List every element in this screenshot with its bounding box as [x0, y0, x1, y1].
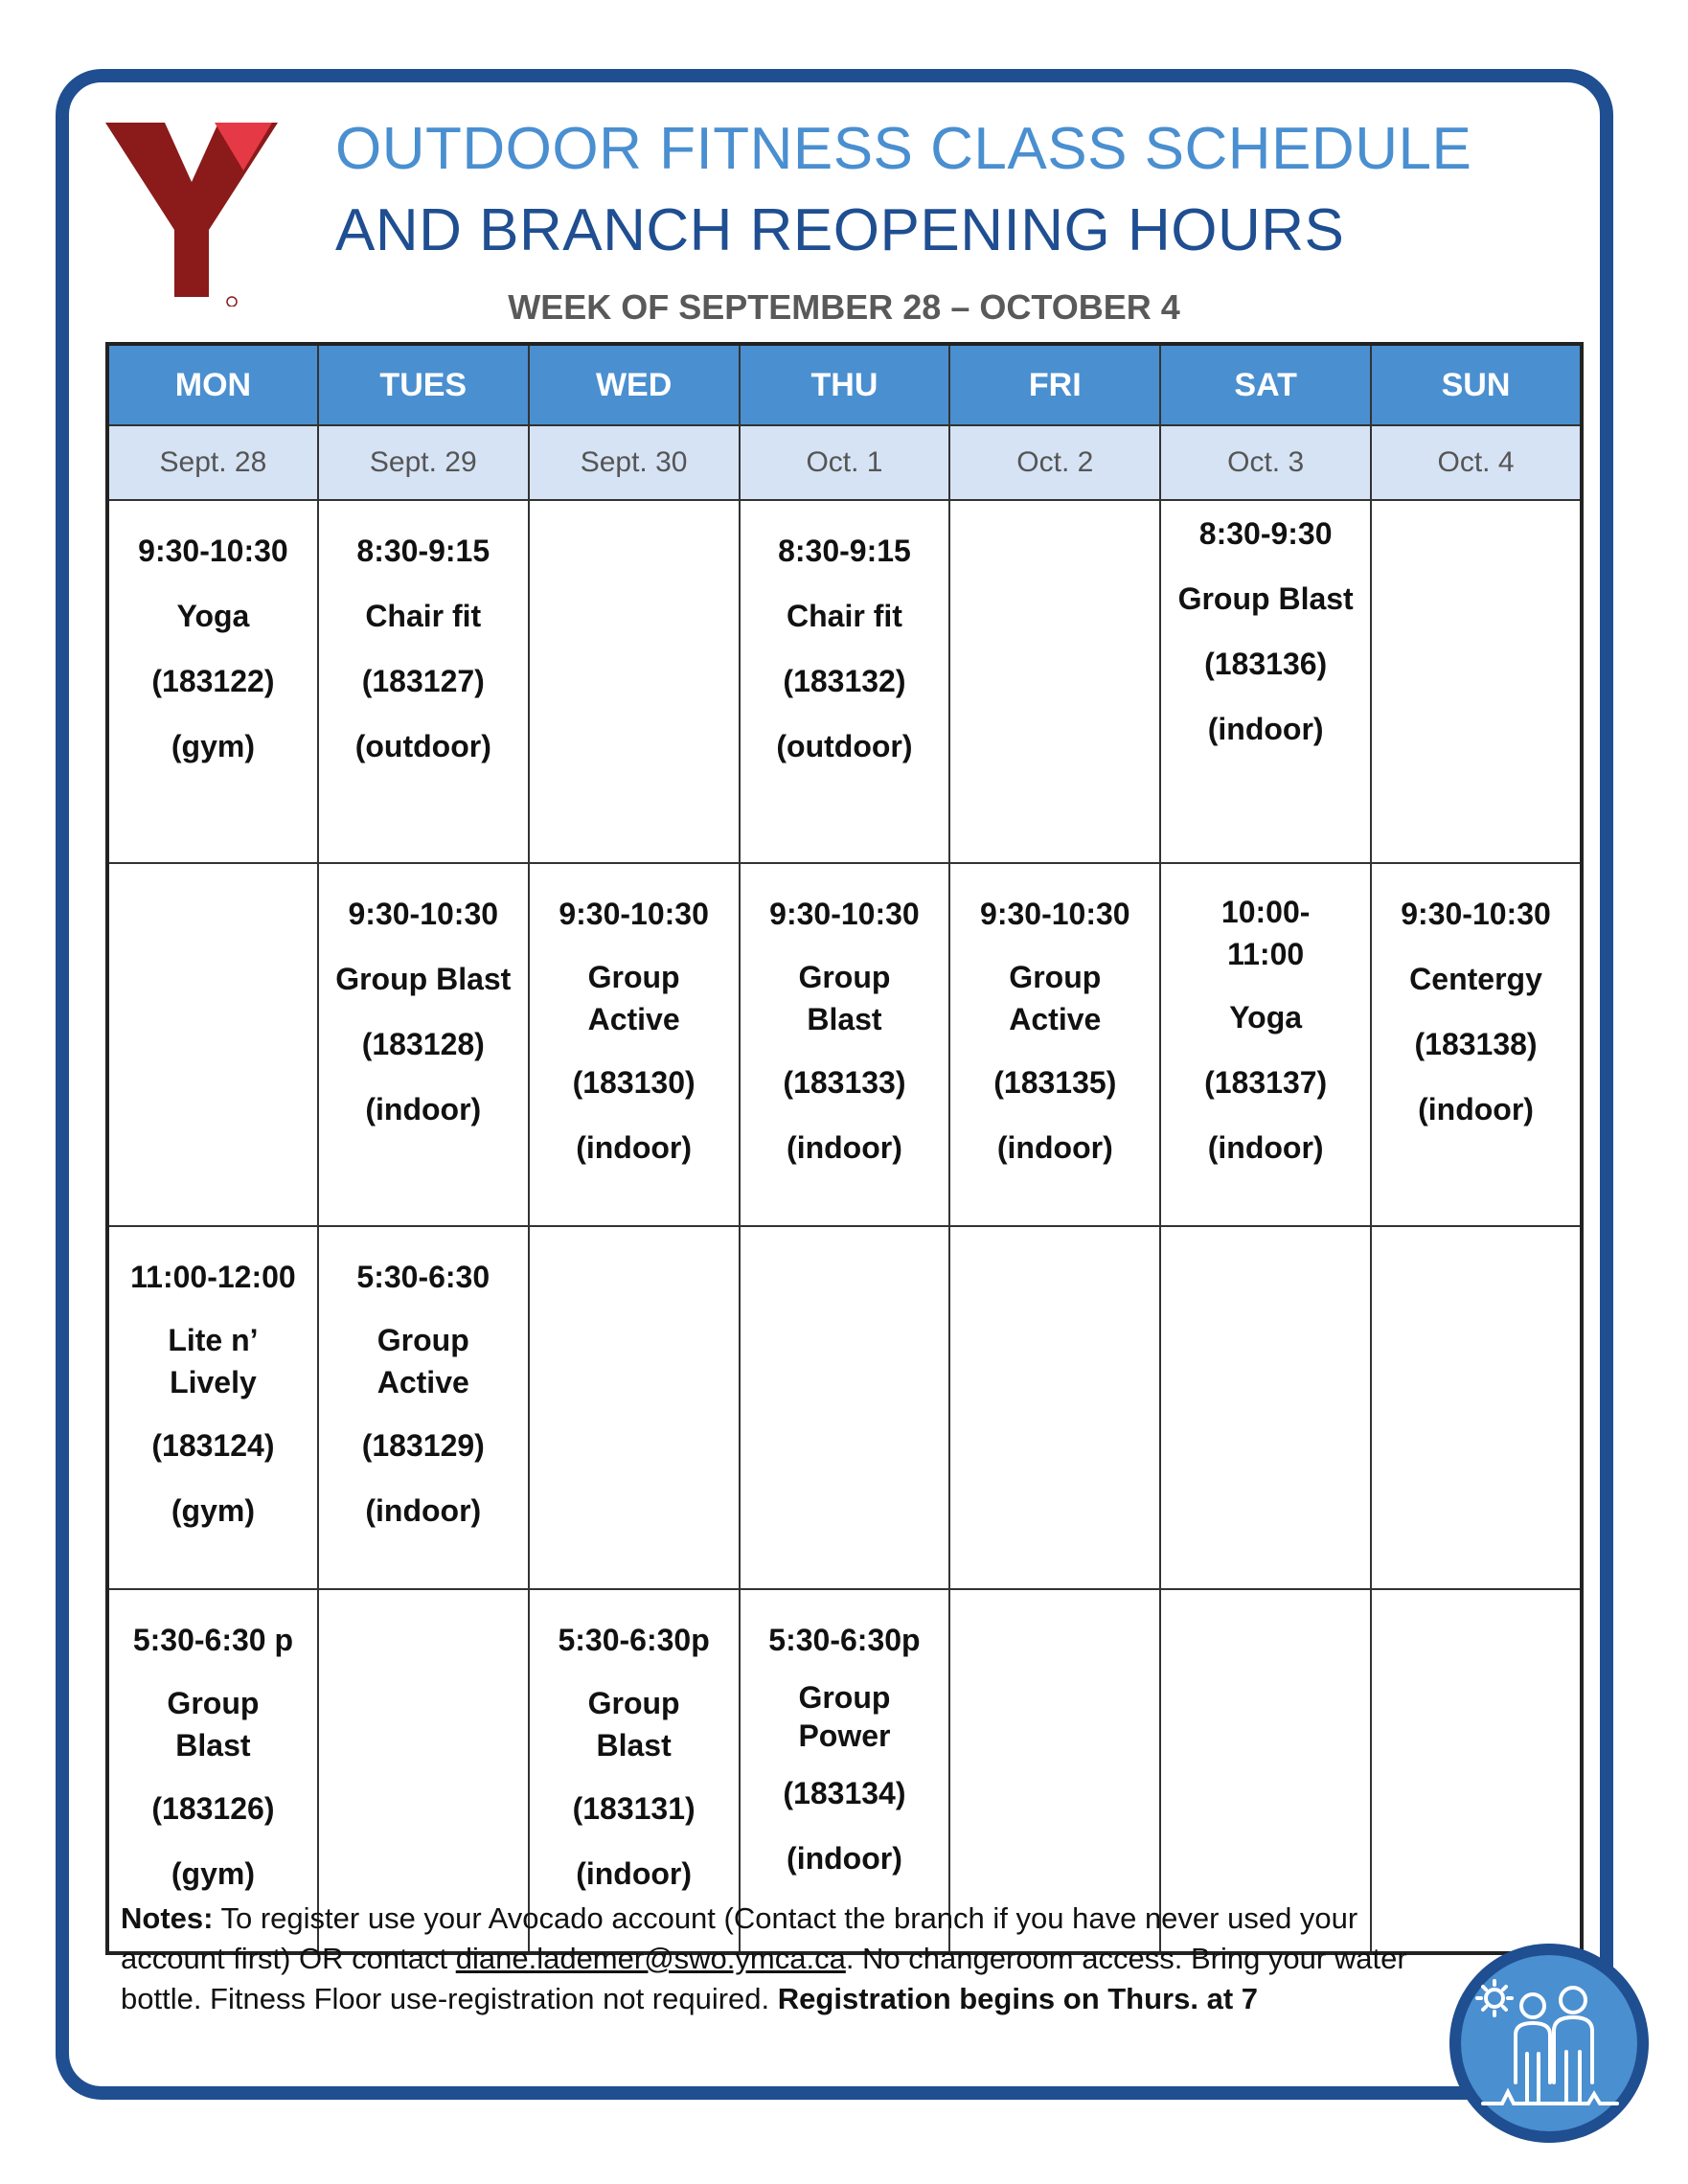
day-header: MON: [107, 344, 318, 425]
class-cell: [318, 1226, 529, 1589]
class-name: Group Active: [587, 960, 680, 1036]
page-title-line2: AND BRANCH REOPENING HOURS: [335, 197, 1345, 263]
class-location: (indoor): [576, 1856, 693, 1891]
class-code: (183133): [783, 1065, 906, 1100]
class-name: Group Power: [798, 1680, 891, 1753]
class-name: Group Blast: [587, 1686, 680, 1763]
class-location: (gym): [171, 1856, 255, 1891]
class-name: Group Blast: [798, 960, 891, 1036]
class-code: (183127): [361, 664, 485, 698]
class-code: (183137): [1204, 1065, 1328, 1100]
date-row: [107, 425, 1582, 500]
day-header-row: [107, 344, 1582, 425]
class-location: (indoor): [576, 1130, 693, 1165]
empty-cell: [529, 1226, 740, 1589]
class-time: 10:00-11:00: [1220, 895, 1311, 971]
class-cell: [1371, 863, 1582, 1226]
schedule-row: [107, 500, 1582, 863]
class-location: (indoor): [787, 1130, 902, 1165]
class-code: (183130): [572, 1065, 696, 1100]
date-cell: Sept. 29: [318, 425, 529, 500]
notes-label: Notes:: [121, 1901, 214, 1935]
class-cell: [949, 863, 1160, 1226]
class-cell: [740, 863, 950, 1226]
class-name: Group Blast: [335, 962, 512, 996]
class-time: 9:30-10:30: [769, 897, 920, 931]
class-location: (gym): [171, 1493, 255, 1528]
week-heading: WEEK OF SEPTEMBER 28 – OCTOBER 4: [508, 287, 1180, 327]
class-location: (indoor): [996, 1130, 1113, 1165]
class-cell: [1160, 863, 1371, 1226]
class-name: Yoga: [1229, 1000, 1303, 1035]
class-name: Chair fit: [787, 599, 902, 633]
day-header: WED: [529, 344, 740, 425]
class-code: (183138): [1414, 1027, 1538, 1061]
contact-email-link[interactable]: diane.lademer@swo.ymca.ca: [455, 1942, 846, 1975]
date-cell: Sept. 28: [107, 425, 318, 500]
class-name: Lite n’ Lively: [168, 1323, 259, 1399]
page-title-line1: OUTDOOR FITNESS CLASS SCHEDULE: [335, 116, 1472, 182]
class-code: (183135): [993, 1065, 1117, 1100]
date-cell: Oct. 3: [1160, 425, 1371, 500]
date-cell: Oct. 2: [949, 425, 1160, 500]
class-code: (183122): [151, 664, 275, 698]
date-cell: Oct. 4: [1371, 425, 1582, 500]
class-time: 8:30-9:30: [1198, 516, 1333, 551]
class-location: (indoor): [1207, 1130, 1324, 1165]
class-time: 8:30-9:15: [356, 534, 490, 568]
class-time: 5:30-6:30p: [558, 1623, 710, 1657]
class-time: 9:30-10:30: [348, 897, 499, 931]
class-time: 9:30-10:30: [1401, 897, 1551, 931]
schedule-row: [107, 1226, 1582, 1589]
class-location: (indoor): [365, 1493, 482, 1528]
day-header: SAT: [1160, 344, 1371, 425]
empty-cell: [1371, 500, 1582, 863]
class-cell: [107, 1226, 318, 1589]
class-location: (indoor): [1418, 1092, 1534, 1126]
class-code: (183124): [151, 1428, 275, 1463]
class-cell: [740, 500, 950, 863]
class-location: (gym): [171, 729, 255, 763]
class-code: (183134): [783, 1776, 906, 1810]
day-header: FRI: [949, 344, 1160, 425]
class-name: Group Blast: [1177, 581, 1354, 616]
date-cell: Oct. 1: [740, 425, 950, 500]
class-location: (indoor): [365, 1092, 482, 1126]
empty-cell: [1160, 1226, 1371, 1589]
date-cell: Sept. 30: [529, 425, 740, 500]
class-cell: [318, 863, 529, 1226]
class-time: 5:30-6:30 p: [132, 1623, 294, 1657]
ymca-logo-icon: [105, 115, 278, 307]
class-code: (183136): [1204, 647, 1328, 681]
class-time: 5:30-6:30p: [768, 1623, 921, 1657]
class-location: (outdoor): [776, 729, 913, 763]
class-code: (183126): [151, 1791, 275, 1826]
class-code: (183132): [783, 664, 906, 698]
class-cell: [107, 500, 318, 863]
class-cell: [529, 863, 740, 1226]
class-time: 9:30-10:30: [138, 534, 288, 568]
notes-text: . No changeroom access. Bring your water bottle. Fitness Floor use-registration not required.: [121, 1942, 1407, 2015]
class-name: Group Blast: [167, 1686, 260, 1763]
class-cell: [1160, 500, 1371, 863]
notes-text: To register use your Avocado account (Contact the branch if you have never used your account first) OR contact: [121, 1901, 1358, 1975]
empty-cell: [107, 863, 318, 1226]
class-name: Yoga: [176, 599, 250, 633]
schedule-table: [105, 342, 1584, 1955]
class-name: Group Active: [376, 1323, 469, 1399]
schedule-row: [107, 863, 1582, 1226]
empty-cell: [740, 1226, 950, 1589]
empty-cell: [1371, 1226, 1582, 1589]
registration-note: Registration begins on Thurs. at 7: [777, 1982, 1259, 2015]
class-name: Centergy: [1409, 962, 1542, 996]
class-name: Chair fit: [365, 599, 482, 633]
empty-cell: [529, 500, 740, 863]
class-code: (183131): [572, 1791, 696, 1826]
class-name: Group Active: [1009, 960, 1102, 1036]
class-location: (indoor): [787, 1841, 902, 1876]
day-header: SUN: [1371, 344, 1582, 425]
class-location: (outdoor): [354, 729, 491, 763]
day-header: THU: [740, 344, 950, 425]
notes-block: [121, 1899, 1424, 2019]
class-time: 9:30-10:30: [980, 897, 1130, 931]
class-time: 9:30-10:30: [559, 897, 709, 931]
class-time: 8:30-9:15: [778, 534, 911, 568]
outdoor-fitness-people-icon: [1445, 1939, 1654, 2148]
class-code: (183129): [361, 1428, 485, 1463]
class-cell: [318, 500, 529, 863]
class-code: (183128): [361, 1027, 485, 1061]
empty-cell: [949, 1226, 1160, 1589]
empty-cell: [949, 500, 1160, 863]
class-location: (indoor): [1207, 712, 1324, 746]
class-time: 5:30-6:30: [356, 1260, 490, 1294]
day-header: TUES: [318, 344, 529, 425]
class-time: 11:00-12:00: [130, 1260, 296, 1294]
